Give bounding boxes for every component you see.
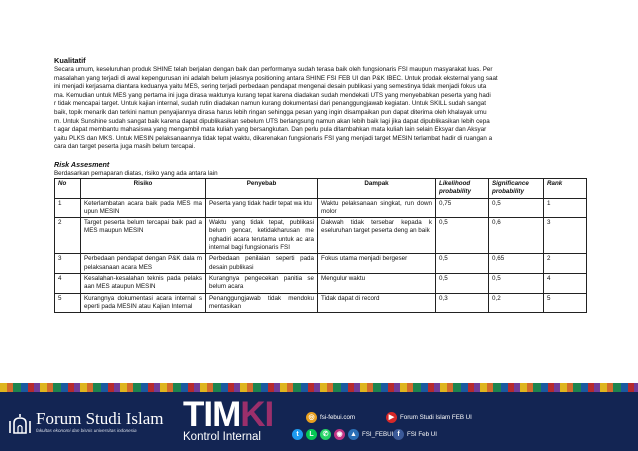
cell-rank: 1 [544,198,587,218]
col-header-likelihood: Likelihood probability [436,178,489,198]
col-header-risiko: Risiko [81,178,206,198]
cell-penyebab: Peserta yang tidak hadir tepat wa ktu [206,198,318,218]
table-row [55,293,587,313]
cell-likelihood: 0,5 [436,218,489,254]
cell-dampak: Dakwah tidak tersebar kepada k eseluruhan target peserta deng an baik [318,218,436,254]
table-header-row [55,178,587,198]
cell-no: 1 [55,198,81,218]
twitter-icon: t [292,429,303,440]
kualitatif-heading: Kualitatif [54,56,86,65]
paragraph-line: ini menjadi kerjasama diantara keduanya yaitu MES, sering terjadi perbedaan pendapat mengenai desain publikasi yang semestinya tidak menjadi fokus uta [54,83,487,91]
risk-table [54,178,587,313]
cell-rank: 2 [544,254,587,274]
paragraph-line: cara dan target peserta juga masih belum tercapai. [54,143,196,151]
cell-no: 3 [55,254,81,274]
cell-significance: 0,2 [489,293,544,313]
youtube-icon: ▶ [386,412,397,423]
kualitatif-paragraph [54,66,586,152]
cell-dampak: Mengulur waktu [318,273,436,293]
cell-risiko: Kesalahan-kesalahan teknis pada pelaks aan MES ataupun MESIN [81,273,206,293]
paragraph-line: yaitu PLKS dan MKS. Untuk MESIN pelaksanaannya tidak tepat waktu, dikarenakan fungsionaris FSI yang menjadi target MESIN terlambat hadir di ruangan a [54,134,493,142]
cell-dampak: Waktu pelaksanaan singkat, run down molor [318,198,436,218]
instagram-icon: ◉ [334,429,345,440]
cell-risiko: Perbedaan pendapat dengan P&K dala m pelaksanaan acara MES [81,254,206,274]
footer-banner [0,383,638,451]
facebook-text: FSI Feb UI [407,431,437,438]
timki-main: TIM [183,395,241,434]
website-text: fsi-febui.com [320,414,356,421]
cell-likelihood: 0,5 [436,254,489,274]
cell-risiko: Keterlambatan acara baik pada MES ma upun MESIN [81,198,206,218]
cell-significance: 0,65 [489,254,544,274]
youtube-link[interactable] [386,412,472,423]
globe-icon: ◎ [306,412,317,423]
fsi-name: Forum Studi Islam [36,409,164,428]
bbm-icon: ▲ [348,429,359,440]
col-header-significance: Significance probability [489,178,544,198]
cell-rank: 4 [544,273,587,293]
whatsapp-icon: ✆ [320,429,331,440]
facebook-link[interactable] [393,429,437,440]
table-row [55,198,587,218]
fsi-logo [8,409,178,439]
facebook-icon: f [393,429,404,440]
table-row [55,218,587,254]
cell-significance: 0,5 [489,273,544,293]
risk-intro: Berdasarkan pemaparan diatas, risiko yang ada antara lain [54,169,218,177]
color-stripe [0,383,638,392]
col-header-dampak: Dampak [318,178,436,198]
document-body [54,56,586,313]
website-link[interactable] [306,412,355,423]
mosque-icon [8,411,32,435]
cell-penyebab: Perbedaan penilaian seperti pada desain publikasi [206,254,318,274]
timki-logo [183,395,303,448]
cell-significance: 0,6 [489,218,544,254]
line-icon: L [306,429,317,440]
cell-risiko: Target peserta belum tercapai baik pad a MES maupun MESIN [81,218,206,254]
cell-likelihood: 0,75 [436,198,489,218]
table-row [55,254,587,274]
paragraph-line: masalahan yang terjadi di awal kepengurusan ini adalah belum jelasnya positioning antara SHINE FSI FEB UI dan P&K IBEC. Untuk prodak eksternal yang saat [54,74,498,82]
cell-dampak: Fokus utama menjadi bergeser [318,254,436,274]
cell-no: 2 [55,218,81,254]
table-row [55,273,587,293]
col-header-no: No [55,178,81,198]
cell-no: 4 [55,273,81,293]
fsi-tagline: fakultas ekonomi dan bisnis universitas indonesia [36,428,137,433]
social-handle-link[interactable] [292,429,393,440]
cell-penyebab: Penanggungjawab tidak mendoku mentasikan [206,293,318,313]
cell-penyebab: Kurangnya pengecekan panitia se belum acara [206,273,318,293]
paragraph-line: baik, topik menarik dan terkini namun penyajiannya dirasa harus lebih ringan sehingga pesan yang ingin disampaikan pun dapat diterima oleh khalayak umu [54,108,487,116]
timki-accent: KI [240,395,274,434]
cell-no: 5 [55,293,81,313]
col-header-rank: Rank [544,178,587,198]
paragraph-line: ma. Kemudian untuk MES yang pertama ini juga dirasa waktunya kurang tepat karena diadakan sudah mendekati UTS yang menyebabkan peserta yang hadi [54,91,491,99]
cell-likelihood: 0,5 [436,273,489,293]
cell-dampak: Tidak dapat di record [318,293,436,313]
paragraph-line: m. Untuk Sunshine sudah sangat baik karena dapat dipublikasikan sebelum UTS berlangsung namun akan lebih baik lagi jika dapat dipublikasikan lebih cepa [54,117,490,125]
paragraph-line: t agar dapat membantu mahasiswa yang mengambil mata kuliah yang bersangkutan. Dan perlu pula ditambahkan mata kuliah lain selain Eksyar dan Aksyar [54,126,487,134]
cell-penyebab: Waktu yang tidak tepat, publikasi belum gencar, ketidakharusan me nghadiri acara terutama untuk ac ara internal bagi fungsionaris FSI [206,218,318,254]
handle-text: FSI_FEBUI [362,431,394,438]
cell-rank: 5 [544,293,587,313]
paragraph-line: r tidak mencapai target. Untuk kajian internal, sudah rutin diadakan namun kurang dokumentasi dari penanggungjawab kegiatan. Untuk SKILL sudah sangat [54,100,486,108]
cell-likelihood: 0,3 [436,293,489,313]
cell-risiko: Kurangnya dokumentasi acara internal s eperti pada MESIN atau Kajian Internal [81,293,206,313]
paragraph-line: Secara umum, keseluruhan produk SHINE telah berjalan dengan baik dan performanya sudah terasa baik oleh fungsionaris FSI maupun masyarakat luas. Per [54,66,493,73]
cell-rank: 3 [544,218,587,254]
timki-subtitle: Kontrol Internal [183,431,261,443]
youtube-text: Forum Studi Islam FEB UI [400,414,472,421]
timki-wordmark [183,395,274,434]
col-header-penyebab: Penyebab [206,178,318,198]
risk-heading: Risk Assesment [54,159,110,169]
cell-significance: 0,5 [489,198,544,218]
